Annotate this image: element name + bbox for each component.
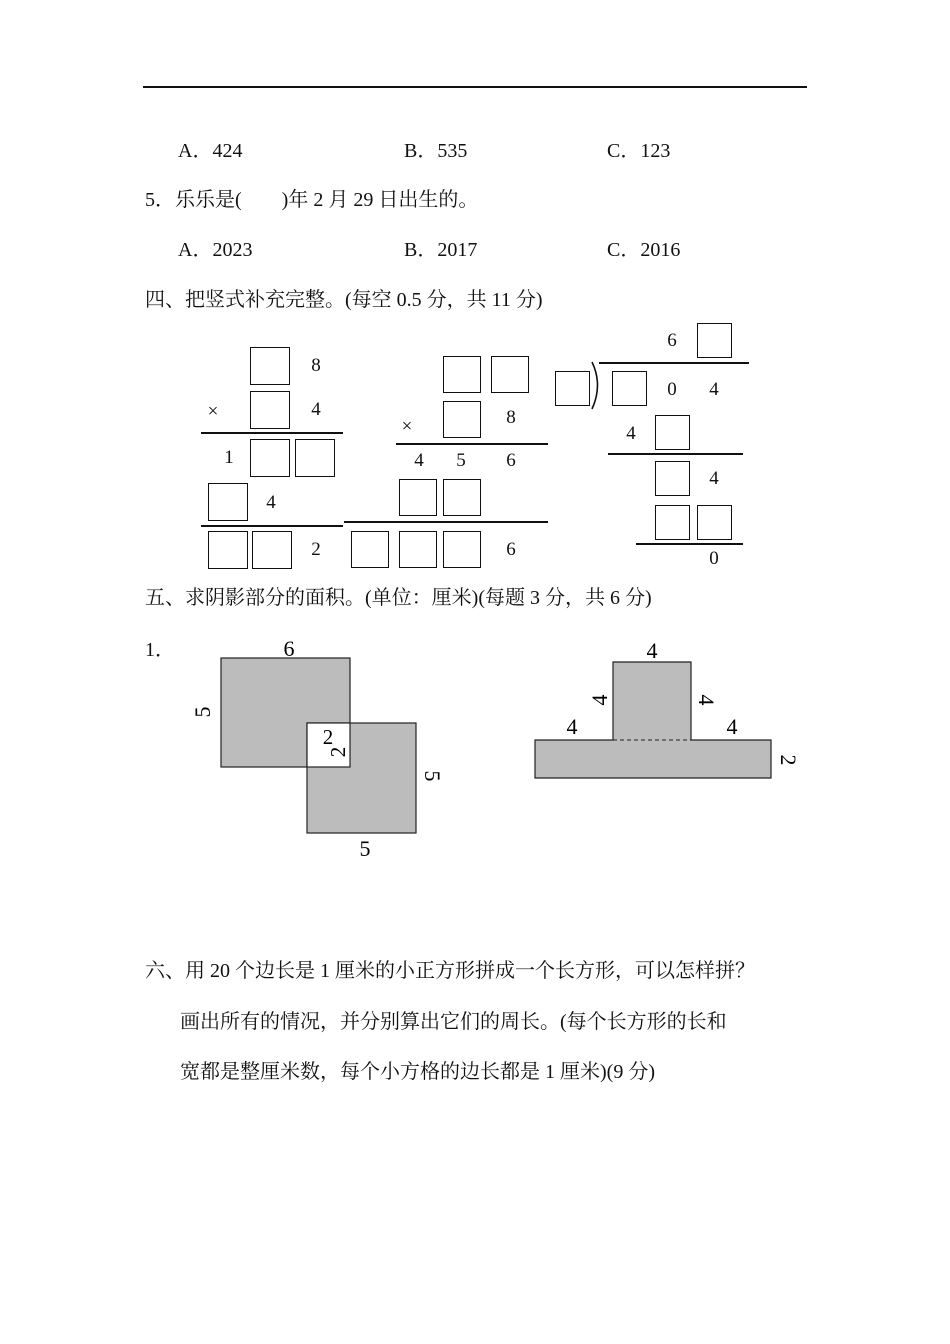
answer-box[interactable]	[555, 371, 590, 406]
answer-box[interactable]	[250, 391, 290, 429]
divider-line	[201, 432, 343, 434]
label-bottom: 5	[359, 836, 371, 861]
label-overlap-height: 2	[326, 746, 350, 758]
label-left-upper: 4	[587, 694, 612, 706]
digit: 4	[626, 423, 636, 444]
section6-line3: 宽都是整厘米数，每个小方格的边长都是 1 厘米)(9 分)	[180, 1061, 655, 1083]
digit: 1	[224, 447, 234, 468]
answer-box[interactable]	[250, 439, 290, 477]
digit: 4	[414, 450, 424, 471]
answer-box[interactable]	[655, 461, 690, 496]
answer-box[interactable]	[399, 531, 437, 568]
question-number: 1．	[145, 639, 175, 661]
label-left: 5	[190, 706, 215, 718]
q4-option-a: A．424	[178, 140, 243, 162]
digit: 6	[506, 539, 516, 560]
digit: 8	[311, 355, 321, 376]
times-sign: ×	[207, 401, 219, 422]
answer-box[interactable]	[655, 415, 690, 450]
answer-box[interactable]	[252, 531, 292, 569]
digit: 5	[456, 450, 466, 471]
q5-option-b: B．2017	[404, 239, 478, 261]
figure-t-shape	[525, 632, 815, 792]
answer-box[interactable]	[351, 531, 389, 568]
answer-box[interactable]	[295, 439, 335, 477]
answer-box[interactable]	[208, 483, 248, 521]
q4-option-c: C．123	[607, 140, 671, 162]
digit: 0	[709, 548, 719, 569]
label-right: 5	[420, 770, 445, 782]
label-base-height: 2	[776, 754, 801, 766]
answer-box[interactable]	[443, 531, 481, 568]
digit: 4	[709, 379, 719, 400]
answer-box[interactable]	[399, 479, 437, 516]
label-top: 6	[283, 636, 295, 661]
section4-title: 四、把竖式补充完整。(每空 0.5 分，共 11 分)	[145, 289, 543, 311]
answer-box[interactable]	[697, 505, 732, 540]
section6-line1: 六、用 20 个边长是 1 厘米的小正方形拼成一个长方形，可以怎样拼？	[145, 960, 755, 982]
q5-stem: 5．乐乐是( )年 2 月 29 日出生的。	[145, 189, 479, 211]
label-right-upper: 4	[694, 694, 719, 706]
digit: 4	[311, 399, 321, 420]
divider-line	[636, 543, 743, 545]
answer-box[interactable]	[443, 479, 481, 516]
answer-box[interactable]	[697, 323, 732, 358]
division-bar	[599, 362, 749, 364]
label-overlap-width: 2	[322, 725, 334, 749]
digit: 4	[266, 492, 276, 513]
times-sign: ×	[401, 416, 413, 437]
section6-line2: 画出所有的情况，并分别算出它们的周长。(每个长方形的长和	[180, 1011, 727, 1033]
digit: 2	[311, 539, 321, 560]
answer-box[interactable]	[208, 531, 248, 569]
q5-option-a: A．2023	[178, 239, 253, 261]
answer-box[interactable]	[443, 356, 481, 393]
section5-title: 五、求阴影部分的面积。(单位：厘米)(每题 3 分，共 6 分)	[145, 587, 652, 609]
divider-line	[396, 443, 548, 445]
division-bracket	[588, 361, 604, 411]
answer-box[interactable]	[612, 371, 647, 406]
q4-option-b: B．535	[404, 140, 468, 162]
digit: 8	[506, 407, 516, 428]
label-top: 4	[646, 638, 658, 663]
q5-option-c: C．2016	[607, 239, 681, 261]
figure-overlapping-rectangles	[180, 632, 460, 868]
digit: 6	[506, 450, 516, 471]
answer-box[interactable]	[443, 401, 481, 438]
digit: 6	[667, 330, 677, 351]
divider-line	[344, 521, 548, 523]
header-rule	[143, 86, 807, 88]
label-right-ledge: 4	[726, 714, 738, 739]
digit: 0	[667, 379, 677, 400]
divider-line	[201, 525, 343, 527]
digit: 4	[709, 468, 719, 489]
label-left-ledge: 4	[566, 714, 578, 739]
answer-box[interactable]	[250, 347, 290, 385]
answer-box[interactable]	[655, 505, 690, 540]
answer-box[interactable]	[491, 356, 529, 393]
divider-line	[608, 453, 743, 455]
